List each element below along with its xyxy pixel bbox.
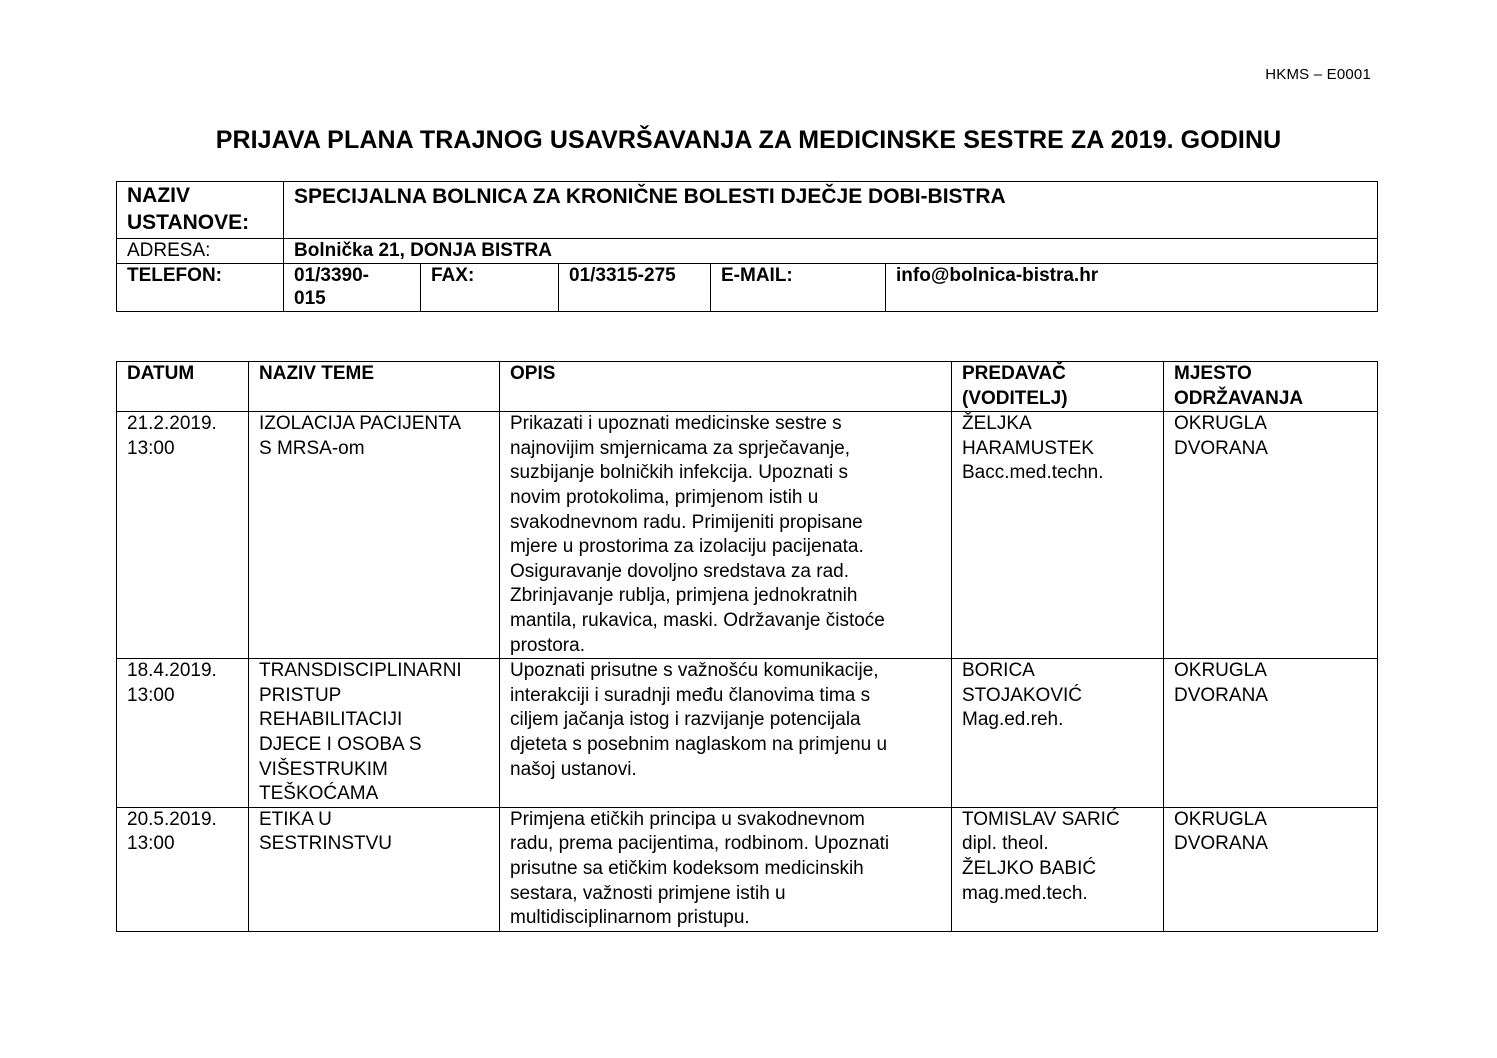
cell-naziv-teme: ETIKA U SESTRINSTVU	[249, 807, 500, 931]
contact-row	[117, 264, 1378, 312]
cell-mjesto: OKRUGLA DVORANA	[1164, 412, 1378, 659]
cell-mjesto: OKRUGLA DVORANA	[1164, 659, 1378, 808]
cell-naziv-teme: IZOLACIJA PACIJENTA S MRSA-om	[249, 412, 500, 659]
header-datum: DATUM	[117, 362, 249, 412]
cell-opis: Primjena etičkih principa u svakodnevnom radu, prema pacijentima, rodbinom. Upoznati prisutne sa etičkim kodeksom medicinskih sestara, važnosti primjene istih u multidisciplinarnom pristupu.	[500, 807, 952, 931]
table-row	[117, 807, 1378, 931]
cell-mjesto: OKRUGLA DVORANA	[1164, 807, 1378, 931]
cell-datum: 21.2.2019. 13:00	[117, 412, 249, 659]
table-row	[117, 412, 1378, 659]
document-code: HKMS – E0001	[1265, 66, 1371, 83]
cell-predavac: ŽELJKA HARAMUSTEK Bacc.med.techn.	[952, 412, 1164, 659]
cell-datum: 20.5.2019. 13:00	[117, 807, 249, 931]
fax-value: 01/3315-275	[559, 264, 711, 312]
email-label: E-MAIL:	[711, 264, 886, 312]
cell-datum: 18.4.2019. 13:00	[117, 659, 249, 808]
document-title: PRIJAVA PLANA TRAJNOG USAVRŠAVANJA ZA MEDICINSKE SESTRE ZA 2019. GODINU	[215, 126, 1282, 154]
table-row	[117, 659, 1378, 808]
cell-predavac: TOMISLAV SARIĆ dipl. theol. ŽELJKO BABIĆ mag.med.tech.	[952, 807, 1164, 931]
institution-name-row	[117, 182, 1378, 239]
institution-name-value: SPECIJALNA BOLNICA ZA KRONIČNE BOLESTI DJEČJE DOBI-BISTRA	[284, 182, 1378, 239]
plan-header-row	[117, 362, 1378, 412]
cell-naziv-teme: TRANSDISCIPLINARNI PRISTUP REHABILITACIJI DJECE I OSOBA S VIŠESTRUKIM TEŠKOĆAMA	[249, 659, 500, 808]
cell-predavac: BORICA STOJAKOVIĆ Mag.ed.reh.	[952, 659, 1164, 808]
institution-table	[116, 181, 1378, 312]
phone-value: 01/3390- 015	[284, 264, 421, 312]
fax-label: FAX:	[421, 264, 559, 312]
institution-name-label: NAZIV USTANOVE:	[117, 182, 284, 239]
training-plan-table	[116, 361, 1378, 932]
address-label: ADRESA:	[117, 239, 284, 264]
address-row	[117, 239, 1378, 264]
header-opis: OPIS	[500, 362, 952, 412]
email-value: info@bolnica-bistra.hr	[886, 264, 1378, 312]
phone-label: TELEFON:	[117, 264, 284, 312]
header-predavac: PREDAVAČ (VODITELJ)	[952, 362, 1164, 412]
address-value: Bolnička 21, DONJA BISTRA	[284, 239, 1378, 264]
cell-opis: Upoznati prisutne s važnošću komunikacije, interakciji i suradnji među članovima tima s ciljem jačanja istog i razvijanje potencijala djeteta s posebnim naglaskom na primjenu u našoj ustanovi.	[500, 659, 952, 808]
header-mjesto: MJESTO ODRŽAVANJA	[1164, 362, 1378, 412]
cell-opis: Prikazati i upoznati medicinske sestre s najnovijim smjernicama za sprječavanje, suzbijanje bolničkih infekcija. Upoznati s novim protokolima, primjenom istih u svakodnevnom radu. Primijeniti propisane mjere u prostorima za izolaciju pacijenata. Osiguravanje dovoljno sredstava za rad. Zbrinjavanje rublja, primjena jednokratnih mantila, rukavica, maski. Održavanje čistoće prostora.	[500, 412, 952, 659]
header-naziv-teme: NAZIV TEME	[249, 362, 500, 412]
